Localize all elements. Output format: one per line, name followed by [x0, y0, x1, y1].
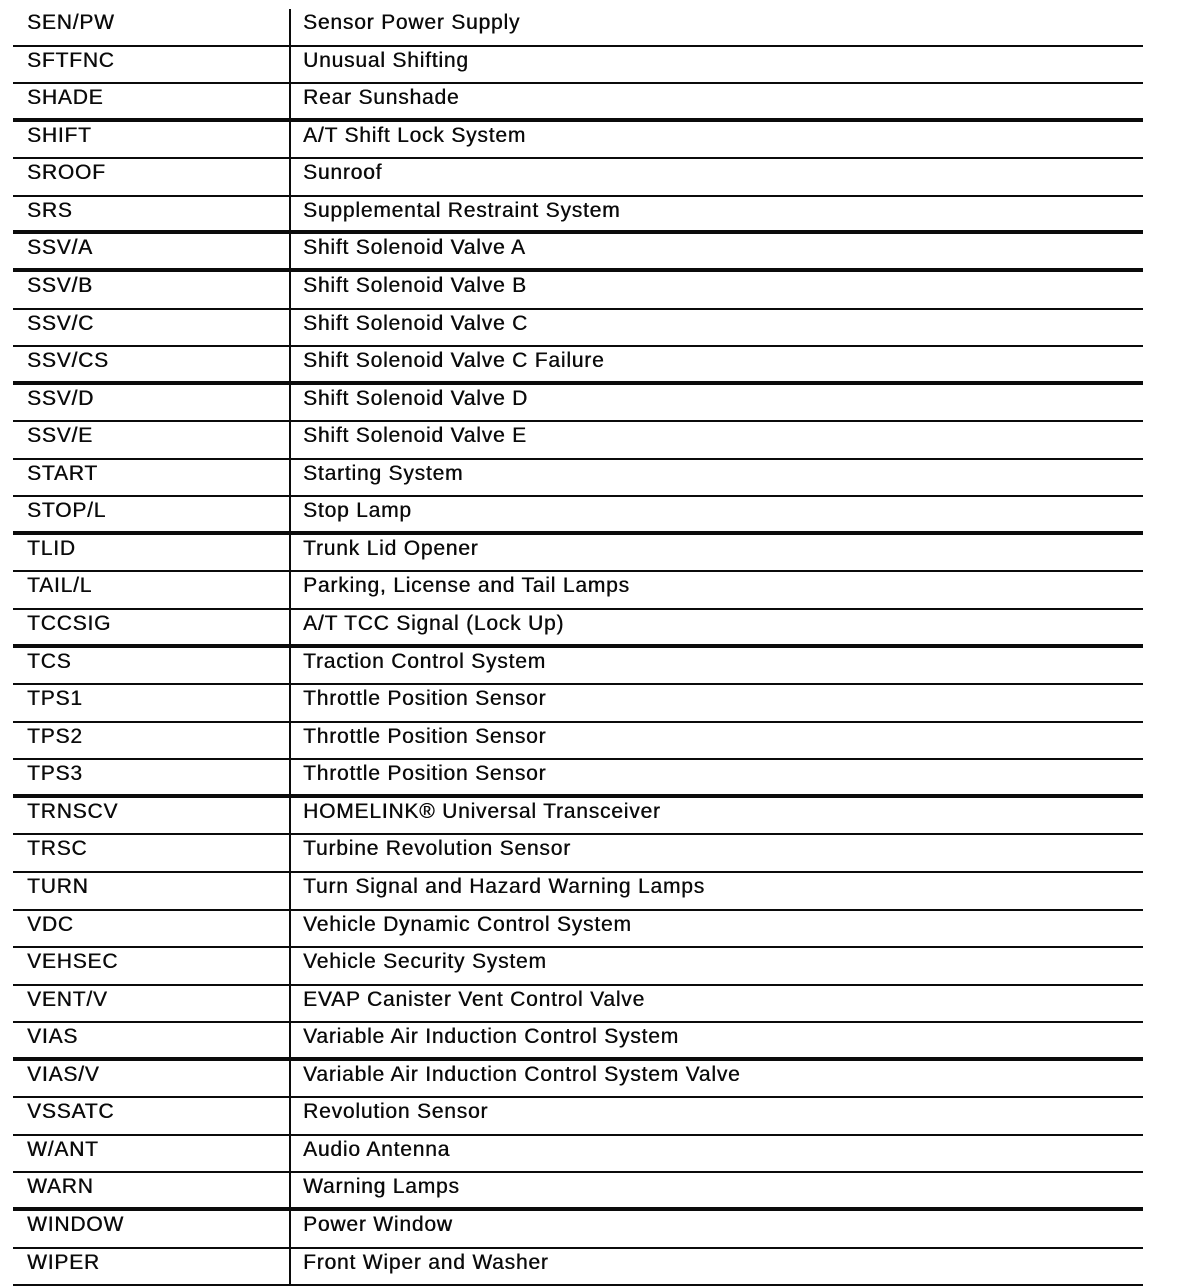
- table-row: [13, 873, 1143, 911]
- abbreviation-code: TCCSIG: [27, 612, 112, 635]
- table-row: [13, 948, 1143, 986]
- abbreviation-description: Revolution Sensor: [289, 1098, 1143, 1134]
- abbreviation-description: Turn Signal and Hazard Warning Lamps: [289, 873, 1143, 909]
- abbreviation-code: SSV/E: [27, 424, 93, 448]
- abbreviation-code: VDC: [27, 912, 74, 936]
- abbreviation-code: STOP/L: [27, 499, 107, 523]
- abbreviation-code: TPS3: [27, 762, 83, 786]
- abbreviation-code: TPS2: [27, 724, 83, 748]
- abbreviation-description: EVAP Canister Vent Control Valve: [289, 986, 1143, 1022]
- abbreviation-description: Warning Lamps: [289, 1173, 1143, 1207]
- abbreviation-code: SSV/B: [27, 273, 93, 297]
- abbreviation-description: Traction Control System: [289, 648, 1143, 684]
- abbreviation-description: A/T Shift Lock System: [289, 122, 1143, 158]
- abbreviation-description: Shift Solenoid Valve B: [289, 272, 1143, 308]
- table-row: [13, 47, 1143, 85]
- abbreviation-description: Turbine Revolution Sensor: [289, 835, 1143, 871]
- abbreviation-code: WIPER: [27, 1250, 100, 1274]
- abbreviation-code: WARN: [27, 1175, 94, 1199]
- abbreviation-description: Variable Air Induction Control System Valve: [289, 1061, 1143, 1097]
- abbreviation-description: Starting System: [289, 460, 1143, 496]
- abbreviation-code: SSV/A: [27, 236, 93, 260]
- abbreviation-code: SFTFNC: [27, 48, 115, 72]
- abbreviation-code: TURN: [27, 874, 89, 898]
- table-row: [13, 84, 1143, 122]
- abbreviation-description: Shift Solenoid Valve C: [289, 310, 1143, 346]
- abbreviation-code: SHIFT: [27, 123, 92, 147]
- table-row: [13, 385, 1143, 423]
- table-row: [13, 1249, 1143, 1287]
- abbreviation-description: Shift Solenoid Valve C Failure: [289, 347, 1143, 381]
- abbreviation-code: VEHSEC: [27, 950, 119, 974]
- abbreviation-code: TRSC: [27, 837, 88, 861]
- table-row: [13, 1136, 1143, 1174]
- abbreviation-code: VIAS/V: [27, 1062, 100, 1086]
- table-row: [13, 122, 1143, 160]
- abbreviation-description: Variable Air Induction Control System: [289, 1023, 1143, 1057]
- abbreviation-code: TPS1: [27, 687, 83, 711]
- abbreviation-code: VIAS: [27, 1025, 79, 1049]
- table-row: [13, 1023, 1143, 1061]
- table-row: [13, 234, 1143, 272]
- table-row: [13, 9, 1143, 47]
- abbreviation-code: SRS: [27, 198, 73, 222]
- table-row: [13, 986, 1143, 1024]
- abbreviation-description: Throttle Position Sensor: [289, 760, 1143, 794]
- abbreviation-code: SSV/CS: [27, 349, 109, 373]
- abbreviation-code: TRNSCV: [27, 799, 119, 823]
- abbreviation-code: VSSATC: [27, 1100, 115, 1124]
- table-row: [13, 798, 1143, 836]
- abbreviation-code: TCS: [27, 649, 72, 673]
- abbreviation-description: Trunk Lid Opener: [289, 535, 1143, 571]
- abbreviation-code: SSV/D: [27, 386, 95, 410]
- abbreviation-description: Supplemental Restraint System: [289, 197, 1143, 231]
- abbreviation-description: Stop Lamp: [289, 497, 1143, 531]
- table-row: [13, 272, 1143, 310]
- table-row: [13, 497, 1143, 535]
- abbreviation-description: HOMELINK® Universal Transceiver: [289, 798, 1143, 834]
- table-row: [13, 648, 1143, 686]
- table-row: [13, 460, 1143, 498]
- abbreviation-code: W/ANT: [27, 1137, 99, 1161]
- abbreviation-code: SSV/C: [27, 311, 95, 335]
- table-row: [13, 310, 1143, 348]
- table-row: [13, 1211, 1143, 1249]
- table-row: [13, 535, 1143, 573]
- abbreviation-description: Parking, License and Tail Lamps: [289, 572, 1143, 608]
- table-row: [13, 1061, 1143, 1099]
- abbreviation-description: Front Wiper and Washer: [289, 1249, 1143, 1285]
- table-row: [13, 610, 1143, 648]
- table-row: [13, 197, 1143, 235]
- table-row: [13, 723, 1143, 761]
- table-row: [13, 572, 1143, 610]
- table-row: [13, 760, 1143, 798]
- abbreviation-code: TAIL/L: [27, 574, 93, 598]
- abbreviation-code: WINDOW: [27, 1213, 124, 1236]
- abbreviation-description: Shift Solenoid Valve A: [289, 234, 1143, 268]
- abbreviation-description: Rear Sunshade: [289, 84, 1143, 118]
- abbreviation-description: Shift Solenoid Valve D: [289, 385, 1143, 421]
- table-row: [13, 835, 1143, 873]
- table-row: [13, 1098, 1143, 1136]
- table-row: [13, 159, 1143, 197]
- abbreviation-code: TLID: [27, 536, 76, 560]
- abbreviation-description: Shift Solenoid Valve E: [289, 422, 1143, 458]
- abbreviation-table: [13, 9, 1143, 1286]
- abbreviation-code: VENT/V: [27, 987, 108, 1011]
- abbreviation-description: Sunroof: [289, 159, 1143, 195]
- abbreviation-description: Power Window: [289, 1211, 1143, 1247]
- abbreviation-description: Sensor Power Supply: [289, 9, 1143, 45]
- table-row: [13, 685, 1143, 723]
- table-row: [13, 1173, 1143, 1211]
- abbreviation-code: START: [27, 461, 98, 485]
- table-row: [13, 347, 1143, 385]
- abbreviation-description: Audio Antenna: [289, 1136, 1143, 1172]
- abbreviation-description: Unusual Shifting: [289, 47, 1143, 83]
- table-row: [13, 422, 1143, 460]
- abbreviation-description: Vehicle Dynamic Control System: [289, 911, 1143, 947]
- abbreviation-code: SEN/PW: [27, 11, 115, 34]
- abbreviation-description: A/T TCC Signal (Lock Up): [289, 610, 1143, 644]
- abbreviation-code: SHADE: [27, 86, 104, 110]
- abbreviation-code: SROOF: [27, 161, 106, 185]
- abbreviation-description: Vehicle Security System: [289, 948, 1143, 984]
- abbreviation-description: Throttle Position Sensor: [289, 723, 1143, 759]
- table-row: [13, 911, 1143, 949]
- abbreviation-description: Throttle Position Sensor: [289, 685, 1143, 721]
